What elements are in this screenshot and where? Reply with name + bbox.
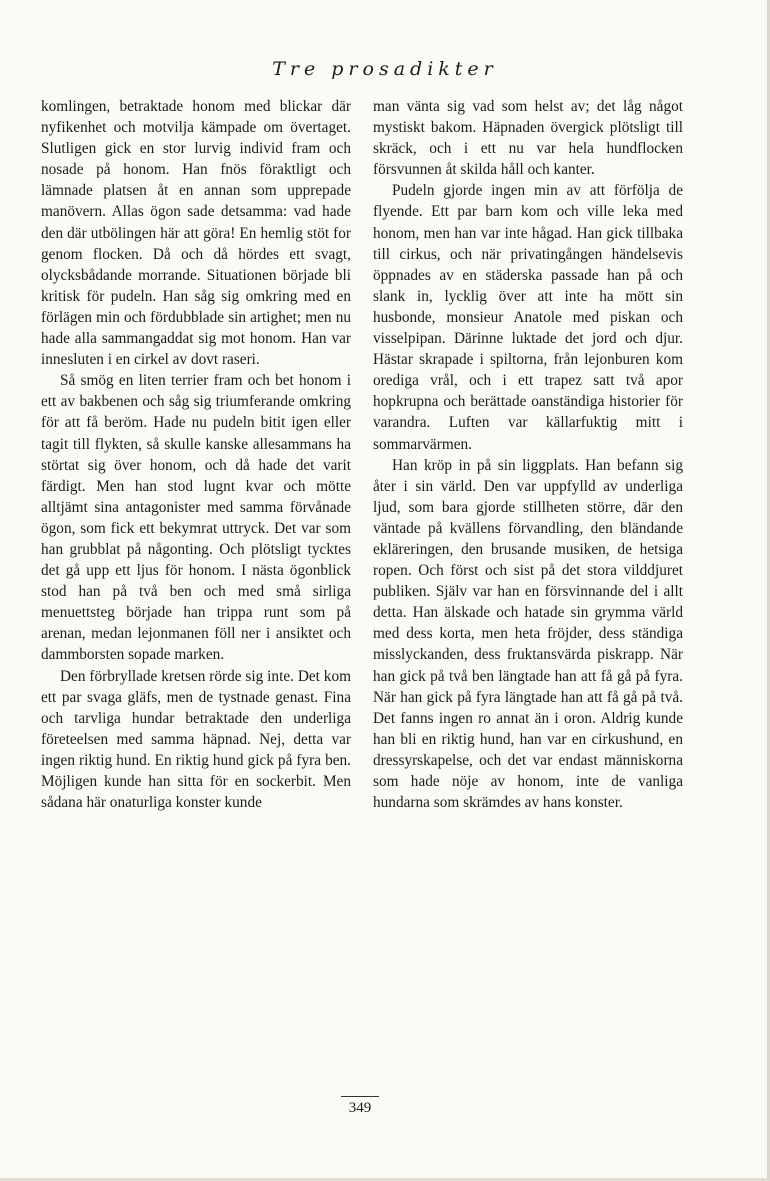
page-number: 349	[348, 1100, 372, 1116]
paragraph: Så smög en liten terrier fram och bet honom i ett av bakbenen och såg sig triumferande omkring för att få beröm. Hade nu pudeln bitit igen eller tagit till flykten, så skulle kanske allesammans ha störtat sig över honom, och då hade det varit färdigt. Men han stod lugnt kvar och mötte alltjämt sina antagonister med samma förvånade ögon, som fick ett bekymrat uttryck. Det var som han grubblat på någonting. Och plötsligt tycktes det gå upp ett ljus för honom. I nästa ögonblick stod han på två ben och med små sirliga menuettsteg började han trippa runt som på arenan, medan lejonmanen föll ner i ansiktet och dammborsten sopade marken.	[41, 372, 351, 664]
paragraph: man vänta sig vad som helst av; det låg något mystiskt bakom. Häpnaden övergick plötsligt till skräck, och i ett nu var hela hundflocken försvunnen åt skilda håll och kanter.	[373, 98, 683, 179]
paragraph: Han kröp in på sin liggplats. Han befann sig åter i sin värld. Den var uppfylld av underliga ljud, som bara gjorde stillheten större, där den väntade på kvällens förvandling, den bländande ekläreringen, den brusande musiken, de hetsiga ropen. Och först och sist på det stora vilddjuret publiken. Själv var han en försvinnande del i allt detta. Han älskade och hatade sin grymma värld med dess korta, men heta fröjder, dess ständiga misslyckanden, dess fruktansvärda piskrapp. När han gick på två ben längtade han att få gå på fyra. När han gick på fyra längtade han att få gå på två. Det fanns ingen ro annat än i oron. Aldrig kunde han bli en riktig hund, han var en cirkushund, en dressyrskapelse, och det var endast människorna som hade nöje av honom, inte de vanliga hundarna som skrämdes av hans konster.	[373, 456, 683, 812]
left-column	[41, 96, 351, 813]
right-column	[373, 96, 683, 813]
paragraph: Pudeln gjorde ingen min av att förfölja de flyende. Ett par barn kom och ville leka med honom, men han var inte hågad. Han gick tillbaka till cirkus, och när privatingången händelsevis öppnades av en städerska passade han på och slank in, lycklig över att inte ha mött sin husbonde, monsieur Anatole med piskan och visselpipan. Därinne luktade det jord och djur. Hästar skrapade i spiltorna, från lejonburen kom orediga vrål, och i ett trapez satt två apor hopkrupna och berättade oanständiga historier för varandra. Luften var källarfuktig mitt i sommarvärmen.	[373, 182, 683, 453]
paragraph: Den förbryllade kretsen rörde sig inte. Det kom ett par svaga gläfs, men de tystnade genast. Fina och tarvliga hundar betraktade den underliga företeelsen med samma häpnad. Nej, detta var ingen riktig hund. En riktig hund gick på fyra ben. Möjligen kunde han sitta för en sockerbit. Men sådana här onaturliga konster kunde	[41, 667, 351, 812]
running-head: Tre prosadikter	[272, 58, 498, 80]
folio-rule	[341, 1096, 379, 1097]
paragraph: komlingen, betraktade honom med blickar där nyfikenhet och motvilja kämpade om övertaget. Slutligen gick en stor lurvig individ fram och nosade på honom. Han fnös föraktligt och lämnade platsen åt en annan som upprepade manövern. Allas ögon sade detsamma: vad hade den där utbölingen här att göra! En hemlig stöt for genom flocken. Då och då hördes ett svagt, olycksbådande morrande. Situationen började bli kritisk för pudeln. Han såg sig omkring med en förlägen min och fördubblade sin artighet; men nu hade alla sammangaddat sig mot honom. Han var innesluten i en cirkel av dovt raseri.	[41, 98, 351, 369]
page-number-wrapper	[0, 1100, 720, 1117]
